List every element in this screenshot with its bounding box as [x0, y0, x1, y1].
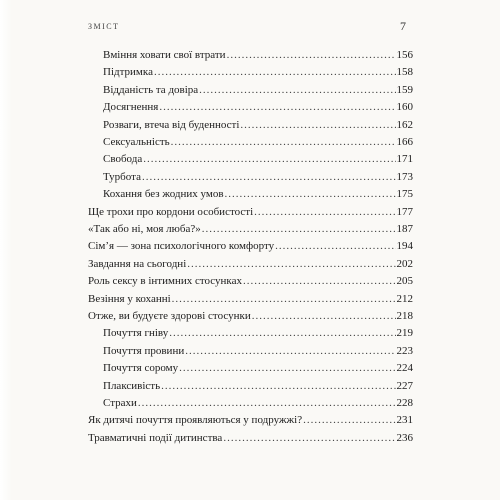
- toc-entry-title: Підтримка: [103, 66, 153, 79]
- toc-entry-page: 212: [396, 292, 413, 305]
- toc-entry-title: Почуття гніву: [103, 327, 169, 340]
- toc-entry-page: 156: [396, 49, 413, 61]
- toc-entry-page: 227: [396, 379, 413, 392]
- toc-entry-page: 166: [396, 136, 413, 148]
- toc-entry: [103, 171, 413, 189]
- toc-entry-page: 194: [396, 240, 413, 253]
- toc-entry: [103, 188, 413, 206]
- toc-entry-page: 171: [396, 153, 413, 166]
- toc-entry: [88, 240, 413, 258]
- toc-leader-dots: [154, 66, 396, 78]
- toc-entry-title: Завдання на сьогодні: [88, 257, 187, 270]
- toc-leader-dots: [143, 153, 395, 165]
- toc-entry-title: Везіння у коханні: [88, 292, 171, 305]
- toc-leader-dots: [171, 136, 396, 148]
- toc-leader-dots: [202, 223, 396, 235]
- toc-leader-dots: [243, 275, 396, 287]
- toc-entry: [103, 345, 413, 363]
- toc-entry: [88, 432, 413, 450]
- toc-entry-page: 162: [396, 118, 413, 131]
- toc-entry-page: 228: [396, 397, 413, 409]
- toc-leader-dots: [138, 397, 396, 409]
- section-header: ЗМІСТ: [88, 22, 120, 31]
- toc-entry: [88, 414, 413, 432]
- toc-leader-dots: [303, 414, 395, 426]
- toc-entry: [103, 397, 413, 415]
- toc-leader-dots: [254, 206, 395, 218]
- toc-leader-dots: [223, 432, 395, 444]
- toc-entry-page: 187: [396, 223, 413, 235]
- toc-entry: [103, 380, 413, 398]
- toc-entry-title: Досягнення: [103, 101, 159, 114]
- toc-leader-dots: [252, 310, 396, 322]
- toc-entry: [88, 275, 413, 293]
- toc-leader-dots: [275, 240, 395, 252]
- toc-entry-title: Травматичні події дитинства: [88, 431, 223, 444]
- toc-entry: [103, 327, 413, 345]
- toc-entry: [103, 66, 413, 84]
- toc-entry-page: 159: [396, 83, 413, 96]
- toc-leader-dots: [240, 119, 395, 131]
- toc-entry-page: 219: [396, 327, 413, 340]
- toc-entry-page: 223: [396, 344, 413, 357]
- toc-entry-title: Вміння ховати свої втрати: [103, 49, 226, 61]
- toc-entry-page: 202: [396, 257, 413, 270]
- toc-entry-title: Почуття провини: [103, 344, 185, 357]
- toc-entry-page: 231: [396, 414, 413, 427]
- toc-leader-dots: [185, 345, 395, 357]
- toc-leader-dots: [159, 101, 395, 113]
- toc-entry-title: Страхи: [103, 397, 137, 409]
- toc-entry: [103, 153, 413, 171]
- toc-entry-page: 236: [396, 431, 413, 444]
- toc-entry-page: 218: [396, 310, 413, 322]
- toc-entry-title: Турбота: [103, 170, 141, 183]
- toc-leader-dots: [142, 171, 396, 183]
- toc-entry-page: 224: [396, 362, 413, 375]
- toc-entry-page: 158: [396, 66, 413, 79]
- toc-entry-page: 173: [396, 170, 413, 183]
- toc-entry-page: 205: [396, 275, 413, 288]
- toc-leader-dots: [199, 84, 395, 96]
- page-number: 7: [400, 19, 406, 33]
- toc-leader-dots: [225, 188, 396, 200]
- toc-entry: [88, 310, 413, 328]
- toc-entry: [103, 101, 413, 119]
- toc-entry-title: Ще трохи про кордони особистості: [88, 205, 254, 218]
- toc-entry-page: 175: [396, 188, 413, 201]
- toc-entry: [88, 293, 413, 311]
- toc-leader-dots: [169, 327, 395, 339]
- toc-entry-title: Роль сексу в інтимних стосунках: [88, 275, 242, 288]
- toc-entry: [103, 362, 413, 380]
- toc-entry: [88, 206, 413, 224]
- toc-leader-dots: [179, 362, 395, 374]
- toc-entry-title: Сексуальність: [103, 136, 170, 148]
- toc-entry-title: Як дитячі почуття проявляються у подружжі?: [88, 414, 303, 427]
- toc-leader-dots: [187, 258, 395, 270]
- toc-leader-dots: [161, 380, 395, 392]
- toc-entry: [103, 119, 413, 137]
- toc-entry-title: Отже, ви будуєте здорові стосунки: [88, 310, 251, 322]
- toc-entry: [103, 84, 413, 102]
- toc-entry-title: «Так або ні, моя люба?»: [88, 223, 201, 235]
- toc-entry-page: 177: [396, 205, 413, 218]
- toc-entry-title: Свобода: [103, 153, 143, 166]
- toc-entry: [88, 223, 413, 241]
- toc-entry-title: Відданість та довіра: [103, 83, 199, 96]
- toc-entry-title: Почуття сорому: [103, 362, 179, 375]
- toc-leader-dots: [172, 293, 396, 305]
- toc-entry-page: 160: [396, 101, 413, 114]
- toc-entry-title: Сім’я — зона психологічного комфорту: [88, 240, 275, 253]
- toc-entry-title: Розваги, втеча від буденності: [103, 118, 240, 131]
- toc-entry: [88, 258, 413, 276]
- toc-entry-title: Плаксивість: [103, 379, 161, 392]
- toc-leader-dots: [227, 49, 396, 61]
- toc-entry: [103, 136, 413, 154]
- toc-entry-title: Кохання без жодних умов: [103, 188, 224, 201]
- toc-entry: [103, 49, 413, 67]
